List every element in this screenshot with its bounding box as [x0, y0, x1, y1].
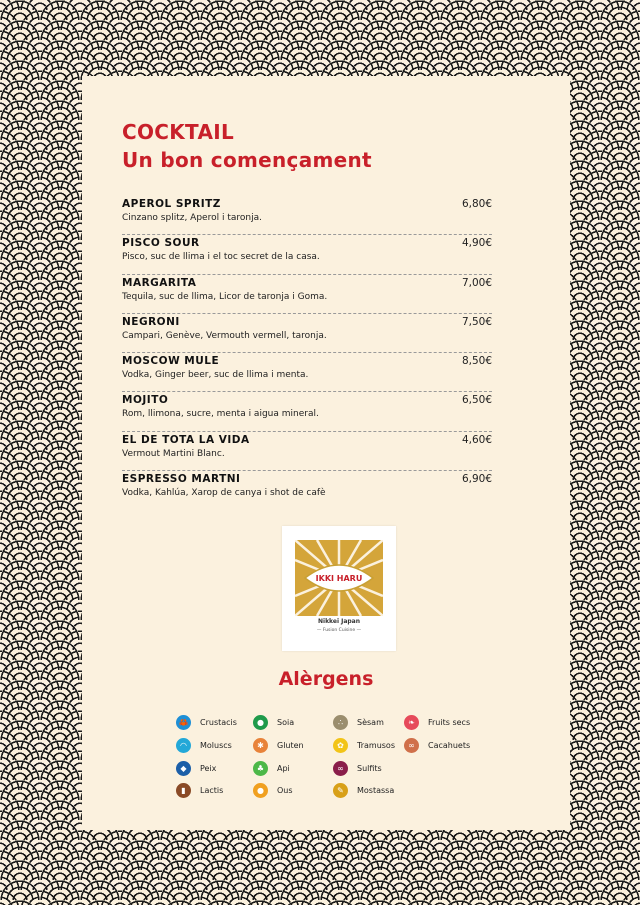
item-description: Pisco, suc de llima i el toc secret de la casa.: [122, 252, 320, 263]
fish-icon: ◆: [176, 761, 191, 776]
allergen-sesam: [333, 714, 384, 730]
allergen-label: Lactis: [200, 785, 224, 795]
menu-item: [122, 196, 492, 235]
item-price: 7,00€: [461, 276, 492, 289]
allergen-label: Sèsam: [357, 717, 384, 727]
milk-icon: ▮: [176, 783, 191, 798]
egg-icon: ●: [253, 783, 268, 798]
nut-icon: ❧: [404, 715, 419, 730]
item-price: 6,80€: [461, 198, 492, 210]
sulphites-icon: ∞: [333, 761, 348, 776]
logo-tagline: — Fusion Cuisine —: [316, 628, 362, 633]
allergen-label: Mostassa: [357, 785, 395, 795]
allergen-label: Peix: [200, 763, 217, 773]
menu-list: [122, 196, 492, 510]
logo-brand: IKKI HARU: [315, 574, 363, 583]
shell-icon: ◠: [176, 738, 191, 753]
allergen-label: Fruits secs: [428, 717, 471, 727]
section-title: COCKTAIL: [122, 120, 235, 144]
item-name: PISCO SOUR: [122, 237, 200, 250]
allergen-gluten: [253, 737, 304, 753]
item-description: Campari, Genève, Vermouth vermell, taronja.: [122, 330, 327, 341]
item-price: 7,50€: [461, 315, 492, 328]
soy-icon: ●: [253, 715, 268, 730]
item-price: 8,50€: [461, 355, 492, 368]
sunburst-logo-icon: [295, 540, 383, 616]
menu-item: [122, 275, 492, 314]
allergen-sulfits: [333, 760, 382, 776]
allergen-label: Sulfits: [357, 763, 382, 773]
allergen-label: Gluten: [277, 740, 304, 750]
item-price: 4,60€: [461, 433, 492, 446]
allergen-tramusos: [333, 737, 395, 753]
item-description: Tequila, suc de llima, Licor de taronja i Goma.: [122, 291, 328, 302]
item-name: ESPRESSO MARTNI: [122, 473, 241, 486]
menu-item: [122, 353, 492, 392]
allergen-peix: [176, 760, 216, 776]
crab-icon: 🦀: [176, 715, 191, 730]
section-subtitle: Un bon començament: [122, 148, 372, 172]
logo-name: Nikkei Japan: [317, 618, 360, 625]
restaurant-logo: [282, 526, 396, 651]
menu-item: [122, 235, 492, 274]
item-description: Vodka, Ginger beer, suc de llima i menta.: [122, 370, 309, 381]
item-name: NEGRONI: [122, 315, 180, 328]
allergen-label: Crustacis: [200, 717, 237, 727]
allergens-title: Alèrgens: [278, 668, 374, 690]
allergen-label: Tramusos: [357, 740, 395, 750]
menu-item: [122, 471, 492, 510]
wheat-icon: ✱: [253, 738, 268, 753]
allergen-label: Api: [277, 763, 290, 773]
allergen-mostassa: [333, 782, 394, 798]
sesame-icon: ∴: [333, 715, 348, 730]
allergen-cacahuets: [404, 737, 470, 753]
item-description: Vermout Martini Blanc.: [122, 448, 225, 459]
allergen-api: [253, 760, 290, 776]
allergen-label: Ous: [277, 785, 293, 795]
item-description: Cinzano splitz, Aperol i taronja.: [122, 213, 262, 223]
lupin-icon: ✿: [333, 738, 348, 753]
item-price: 6,50€: [461, 394, 492, 407]
allergen-ous: [253, 782, 293, 798]
menu-item: [122, 314, 492, 353]
allergen-label: Cacahuets: [428, 740, 471, 750]
allergen-moluscs: [176, 737, 232, 753]
item-description: Rom, llimona, sucre, menta i aigua mineral.: [122, 409, 319, 420]
allergen-label: Soia: [277, 717, 295, 727]
menu-panel: [82, 76, 570, 830]
celery-icon: ♣: [253, 761, 268, 776]
item-price: 6,90€: [461, 473, 492, 486]
allergen-fruits-secs: [404, 714, 470, 730]
item-name: APEROL SPRITZ: [122, 198, 221, 210]
item-name: EL DE TOTA LA VIDA: [122, 433, 250, 446]
item-price: 4,90€: [461, 237, 492, 250]
mustard-icon: ✎: [333, 783, 348, 798]
menu-item: [122, 392, 492, 431]
allergen-crustacis: [176, 714, 237, 730]
menu-item: [122, 432, 492, 471]
item-description: Vodka, Kahlúa, Xarop de canya i shot de cafè: [122, 488, 326, 499]
allergen-lactis: [176, 782, 223, 798]
item-name: MARGARITA: [122, 276, 197, 289]
allergen-label: Moluscs: [200, 740, 232, 750]
item-name: MOSCOW MULE: [122, 355, 220, 368]
peanut-icon: ∞: [404, 738, 419, 753]
allergen-soia: [253, 714, 294, 730]
item-name: MOJITO: [122, 394, 169, 407]
